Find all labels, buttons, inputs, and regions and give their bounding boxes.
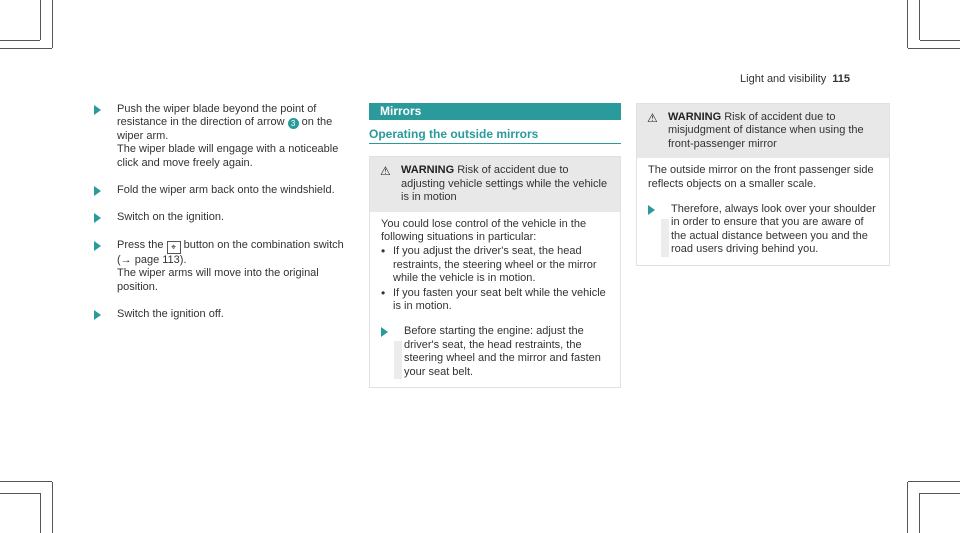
step-arrow-icon: [94, 310, 101, 320]
step-result: The wiper blade will engage with a noticeable click and move freely again.: [117, 143, 339, 169]
warning-triangle-icon: ⚠: [647, 111, 658, 125]
column-mirrors: [369, 103, 621, 388]
step-text: Fold the wiper arm back onto the windshield.: [117, 184, 335, 197]
step-arrow-icon: [94, 241, 101, 251]
list-item-text: If you fasten your seat belt while the vehicle is in motion.: [393, 286, 606, 313]
step-text: Therefore, always look over your shoulder in order to ensure that you are aware of the actual distance between you and the road users driving behind you.: [671, 203, 876, 256]
step-arrow-icon: [94, 105, 101, 115]
warning-body: [637, 158, 889, 264]
instruction-step: [94, 103, 354, 170]
section-heading: Mirrors: [369, 103, 621, 120]
callout-number-icon: 3: [288, 118, 299, 129]
warning-box: [636, 103, 890, 266]
crop-mark: [52, 0, 53, 48]
crop-mark: [908, 481, 960, 482]
step-arrow-icon: [381, 327, 388, 337]
list-item: [381, 287, 610, 314]
step-text: on the wiper arm.: [117, 116, 333, 142]
crop-mark: [52, 482, 53, 533]
warning-label: WARNING: [401, 164, 455, 177]
page-header: [740, 73, 850, 85]
column-mirror-warning: [636, 103, 890, 266]
step-text: Switch the ignition off.: [117, 308, 224, 321]
step-arrow-icon: [94, 186, 101, 196]
step-arrow-icon: [94, 213, 101, 223]
step-shade: [661, 219, 669, 257]
warning-text: Risk of accident due to misjudgment of distance when using the front-passenger mirror: [668, 111, 864, 150]
crop-mark: [920, 40, 960, 41]
step-text: Press the: [117, 238, 164, 251]
crop-mark: [0, 48, 52, 49]
step-arrow-icon: [648, 205, 655, 215]
bullet-icon: •: [381, 244, 386, 259]
crop-mark: [0, 493, 40, 494]
warning-header: [370, 157, 620, 211]
crop-mark: [919, 493, 920, 533]
crop-mark: [0, 481, 52, 482]
warning-text: Risk of accident due to adjusting vehicle settings while the vehicle is in motion: [401, 164, 608, 204]
instruction-step: [94, 211, 354, 224]
crop-mark: [40, 493, 41, 533]
warning-header: [637, 104, 889, 158]
crop-mark: [908, 48, 960, 49]
step-shade: [394, 341, 402, 379]
instruction-step: [94, 308, 354, 321]
step-text: button on the combination switch (→ page 113).: [117, 238, 344, 266]
step-text: Push the wiper blade beyond the point of resistance in the direction of arrow: [117, 103, 317, 129]
warning-intro: The outside mirror on the front passenger side reflects objects on a smaller scale.: [648, 164, 874, 190]
crop-mark: [0, 40, 40, 41]
section-title: Light and visibility: [740, 73, 827, 85]
warning-label: WARNING: [668, 111, 722, 123]
list-item: [381, 245, 610, 285]
subsection-heading: Operating the outside mirrors: [369, 128, 621, 144]
list-item-text: If you adjust the driver's seat, the head restraints, the steering wheel or the mirror while the vehicle is in motion.: [393, 245, 597, 285]
crop-mark: [907, 0, 908, 48]
warning-box: [369, 156, 621, 388]
crop-mark: [919, 0, 920, 40]
warning-body: [370, 212, 620, 387]
instruction-step: [94, 184, 354, 197]
crop-mark: [907, 482, 908, 533]
step-result: The wiper arms will move into the original position.: [117, 267, 319, 293]
instruction-step: [648, 203, 879, 257]
page-number: 115: [832, 73, 850, 85]
warning-triangle-icon: ⚠: [380, 164, 391, 179]
instruction-step: [94, 239, 354, 294]
step-text: Switch on the ignition.: [117, 211, 225, 224]
wiper-button-icon: ⌖: [167, 241, 181, 254]
column-wiper-steps: [94, 103, 354, 335]
crop-mark: [40, 0, 41, 40]
step-text: Before starting the engine: adjust the driver's seat, the head restraints, the steering wheel and the mirror and fasten your seat belt.: [404, 325, 601, 378]
bullet-icon: •: [381, 285, 386, 300]
instruction-step: [381, 325, 610, 379]
crop-mark: [920, 493, 960, 494]
warning-intro: You could lose control of the vehicle in the following situations in particular:: [381, 217, 587, 244]
